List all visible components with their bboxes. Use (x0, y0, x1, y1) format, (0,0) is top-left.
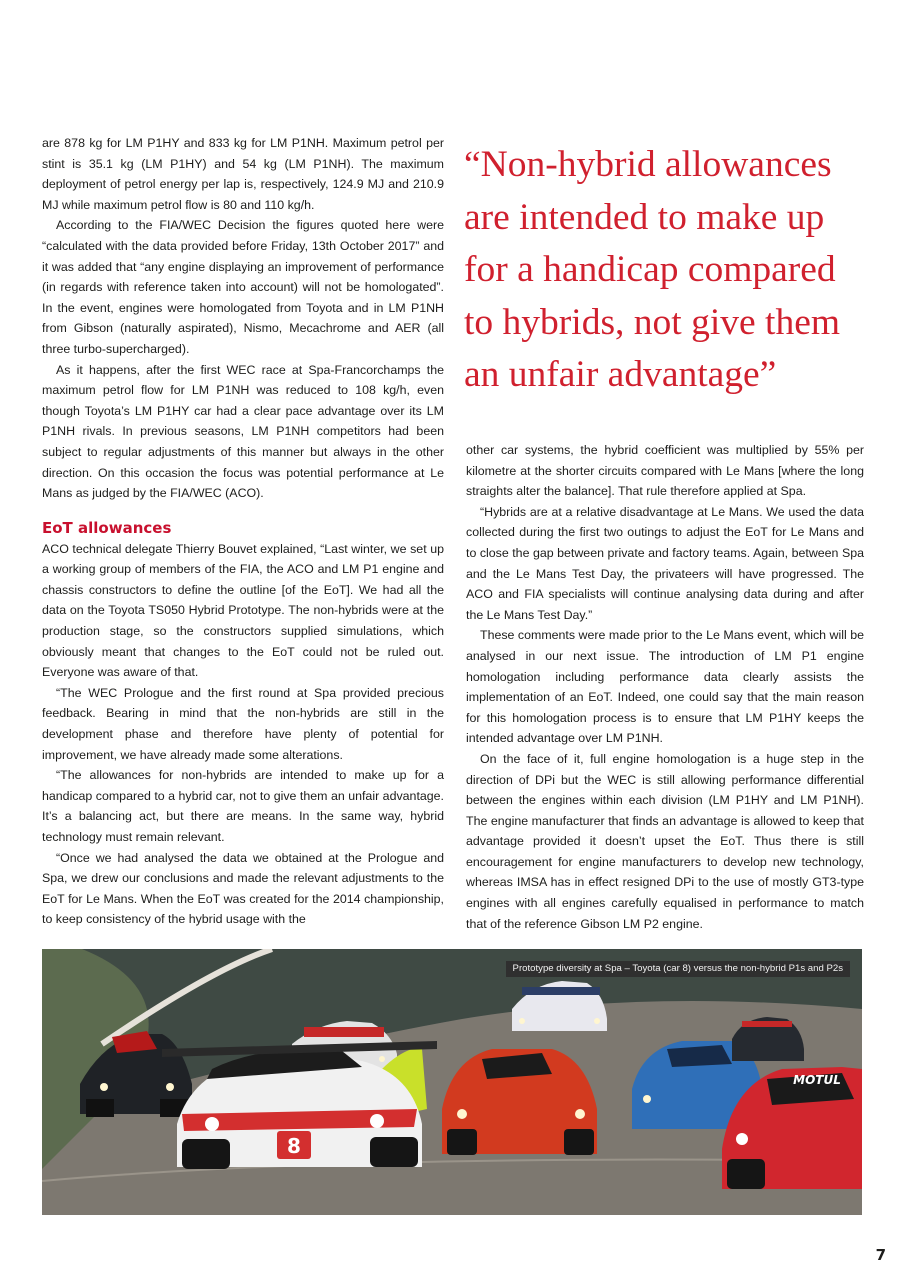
car-white-blue (512, 981, 607, 1031)
body-paragraph: other car systems, the hybrid coefficient was multiplied by 55% per kilometre at the shorter circuits compared with Le Mans [where the long straights alter the balance]. That rule therefore applied at Spa. (466, 443, 864, 499)
pull-quote: “Non-hybrid allowances are intended to make up for a handicap compared to hybrids, not give them an unfair advantage” (464, 144, 841, 395)
section-heading: EoT allowances (42, 518, 172, 537)
body-paragraph: “The allowances for non-hybrids are intended to make up for a handicap compared to a hybrid car, not to give them an unfair advantage. It’s a balancing act, but there are means. In the same way, hybrid technology must remain relevant. (42, 768, 444, 844)
car-number: 8 (287, 1134, 301, 1158)
body-paragraph: “Hybrids are at a relative disadvantage at Le Mans. We used the data collected during the first two outings to adjust the EoT for Le Mans and to close the gap between private and factory teams. Again, between Spa and the Le Mans Test Day, the privateers will have progressed. The ACO and FIA specialists will continue analysing data during and after the Le Mans Test Day.” (466, 504, 864, 622)
body-paragraph: “The WEC Prologue and the first round at Spa provided precious feedback. Bearing in mind that the non-hybrids are still in the development phase and therefore have plenty of potential for improvement, we have already made some alterations. (42, 685, 444, 762)
right-column (466, 440, 864, 934)
sponsor-label: MOTUL (793, 1073, 841, 1087)
left-column (42, 133, 444, 930)
race-scene-illustration (42, 949, 862, 1215)
car-red-p2 (442, 1049, 597, 1155)
body-paragraph: These comments were made prior to the Le Mans event, which will be analysed in our next issue. The introduction of LM P1 engine homologation including performance data clearly assists the implementation of an EoT. Indeed, one could say that the main reason for this homologation process is to ensure that LM P1HY keeps the intended advantage over LM P1NH. (466, 628, 864, 746)
body-paragraph: are 878 kg for LM P1HY and 833 kg for LM P1NH. Maximum petrol per stint is 35.1 kg (LM P1HY) and 54 kg (LM P1NH). The maximum deployment of petrol energy per lap is, respectively, 124.9 MJ and 210.9 MJ while maximum petrol flow is 80 and 110 kg/h. (42, 136, 444, 212)
body-paragraph: “Once we had analysed the data we obtained at the Prologue and Spa, we drew our conclusions and made the relevant adjustments to the EoT for Le Mans. When the EoT was created for the 2014 championship, to keep consistency of the hybrid usage with the (42, 850, 444, 927)
photo-caption: Prototype diversity at Spa – Toyota (car 8) versus the non-hybrid P1s and P2s (506, 961, 850, 977)
race-photo (42, 949, 862, 1215)
body-paragraph: As it happens, after the first WEC race at Spa-Francorchamps the maximum petrol flow for LM P1NH was reduced to 108 kg/h, even though Toyota’s LM P1HY car had a clear pace advantage over its LM P1NH rivals. In previous seasons, LM P1NH competitors had been subject to regular adjustments of this manner but always in the other direction. On this occasion the focus was potential performance at Le Mans as judged by the FIA/WEC (ACO). (42, 362, 444, 501)
body-paragraph: According to the FIA/WEC Decision the figures quoted here were “calculated with the data provided before Friday, 13th October 2017” and it was added that “any engine displaying an improvement of performance (in regards with reference taken into account) will not be homologated”. In the event, engines were homologated from Toyota and in LM P1NH from Gibson (naturally aspirated), Nismo, Mecachrome and AER (all three turbo-supercharged). (42, 218, 444, 356)
body-paragraph: ACO technical delegate Thierry Bouvet explained, “Last winter, we set up a working group of members of the FIA, the ACO and LM P1 engine and chassis constructors to define the outline [of the EoT]. We had all the data on the Toyota TS050 Hybrid Prototype. The non-hybrids were at the production stage, so the constructors supplied simulations, which obviously meant that changes to the EoT could not be ruled out. Everyone was aware of that. (42, 541, 444, 680)
page-number: 7 (875, 1246, 886, 1264)
body-paragraph: On the face of it, full engine homologation is a huge step in the direction of DPi but the WEC is still allowing performance differential between the engines within each division (LM P1HY and LM P1NH). The engine manufacturer that finds an advantage is allowed to keep that advantage provided it doesn’t upset the EoT. Thus there is still encouragement for engine manufacturers to develop new technology, whereas IMSA has in effect resigned DPi to the use of mostly GT3-type engines with all engines carefully equalised in performance to match that of the reference Gibson LM P2 engine. (466, 751, 864, 931)
